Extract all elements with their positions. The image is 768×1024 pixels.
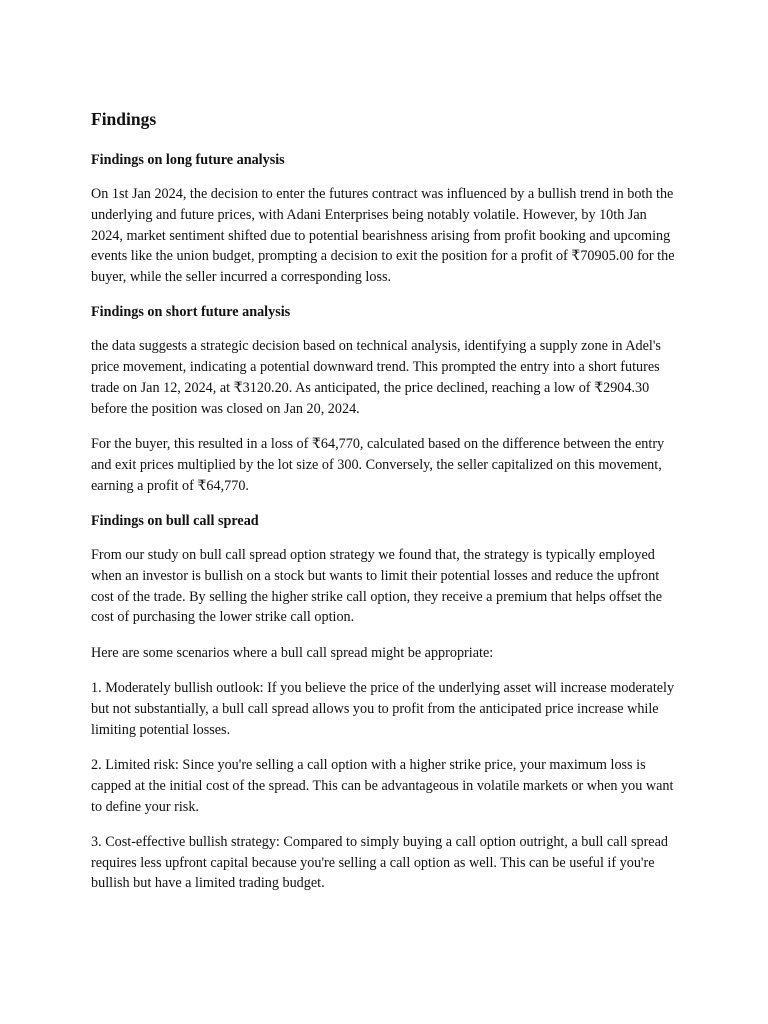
- list-item: 3. Cost-effective bullish strategy: Compared to simply buying a call option outright, a bull call spread requires less upfront capital because you're selling a call option as well. This can be useful if you're bullish but have a limited trading budget.: [91, 833, 668, 892]
- section-short-future: [91, 302, 681, 496]
- paragraph: For the buyer, this resulted in a loss of ₹64,770, calculated based on the difference between the entry and exit prices multiplied by the lot size of 300. Conversely, the seller capitalized on this movement, earning a profit of ₹64,770.: [91, 436, 665, 494]
- section-bull-call-spread: [91, 511, 681, 894]
- document-page: [91, 108, 681, 909]
- list-item: 2. Limited risk: Since you're selling a call option with a higher strike price, your maximum loss is capped at the initial cost of the spread. This can be advantageous in volatile markets or when you want to define your risk.: [91, 756, 674, 815]
- paragraph: On 1st Jan 2024, the decision to enter the futures contract was influenced by a bullish trend in both the underlying and future prices, with Adani Enterprises being notably volatile. However, by 10th Jan 2024, market sentiment shifted due to potential bearishness arising from profit booking and upcoming events like the union budget, prompting a decision to exit the position for a profit of ₹70905.00 for the buyer, while the seller incurred a corresponding loss.: [91, 186, 675, 286]
- section-heading: Findings on short future analysis: [91, 304, 291, 321]
- list-item: 1. Moderately bullish outlook: If you believe the price of the underlying asset will increase moderately but not substantially, a bull call spread allows you to profit from the anticipated price increase while limiting potential losses.: [91, 680, 675, 738]
- paragraph: From our study on bull call spread option strategy we found that, the strategy is typically employed when an investor is bullish on a stock but wants to limit their potential losses and reduce the upfront cost of the trade. By selling the higher strike call option, they receive a premium that helps offset the cost of purchasing the lower strike call option.: [91, 547, 663, 626]
- section-heading: Findings on long future analysis: [91, 152, 285, 168]
- section-long-future: [91, 150, 681, 288]
- section-heading: Findings on bull call spread: [91, 513, 259, 530]
- page-title: Findings: [91, 109, 157, 129]
- paragraph: Here are some scenarios where a bull call spread might be appropriate:: [91, 644, 494, 661]
- paragraph: the data suggests a strategic decision based on technical analysis, identifying a supply zone in Adel's price movement, indicating a potential downward trend. This prompted the entry into a short futures trade on Jan 12, 2024, at ₹3120.20. As anticipated, the price declined, reaching a low of ₹2904.30 before the position was closed on Jan 20, 2024.: [91, 338, 661, 417]
